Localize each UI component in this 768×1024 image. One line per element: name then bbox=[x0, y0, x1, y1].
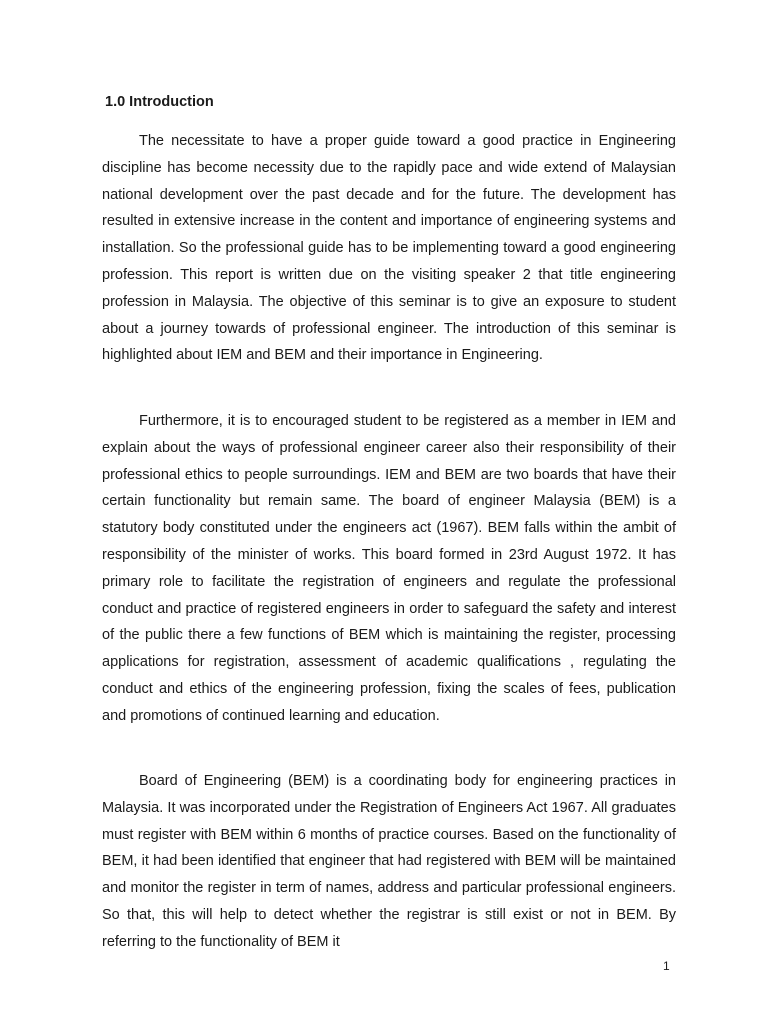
page-number: 1 bbox=[663, 959, 670, 973]
paragraph-introduction: The necessitate to have a proper guide toward a good practice in Engineering discipline has become necessity due to the rapidly pace and wide extend of Malaysian national development over the past decade and for the future. The development has resulted in extensive increase in the content and importance of engineering systems and installation. So the professional guide has to be implementing toward a good engineering profession. This report is written due on the visiting speaker 2 that title engineering profession in Malaysia. The objective of this seminar is to give an exposure to student about a journey towards of professional engineer. The introduction of this seminar is highlighted about IEM and BEM and their importance in Engineering. bbox=[102, 133, 676, 364]
paragraph-bem-functionality: Board of Engineering (BEM) is a coordinating body for engineering practices in Malaysia. It was incorporated under the Registration of Engineers Act 1967. All graduates must register with BEM within 6 months of practice courses. Based on the functionality of BEM, it had been identified that engineer that had registered with BEM will be maintained and monitor the register in term of names, address and particular professional engineers. So that, this will help to detect whether the registrar is still exist or not in BEM. By referring to the functionality of BEM it bbox=[102, 773, 676, 950]
paragraph-iem-bem: Furthermore, it is to encouraged student to be registered as a member in IEM and explain about the ways of professional engineer career also their responsibility of their professional ethics to people surroundings. IEM and BEM are two boards that have their certain functionality but remain same. The board of engineer Malaysia (BEM) is a statutory body constituted under the engineers act (1967). BEM falls within the ambit of responsibility of the minister of works. This board formed in 23rd August 1972. It has primary role to facilitate the registration of engineers and regulate the professional conduct and practice of registered engineers in order to safeguard the safety and interest of the public there a few functions of BEM which is maintaining the register, processing applications for registration, assessment of academic qualifications , regulating the conduct and ethics of the engineering profession, fixing the scales of fees, publication and promotions of continued learning and education. bbox=[102, 413, 676, 724]
section-heading: 1.0 Introduction bbox=[105, 94, 214, 110]
